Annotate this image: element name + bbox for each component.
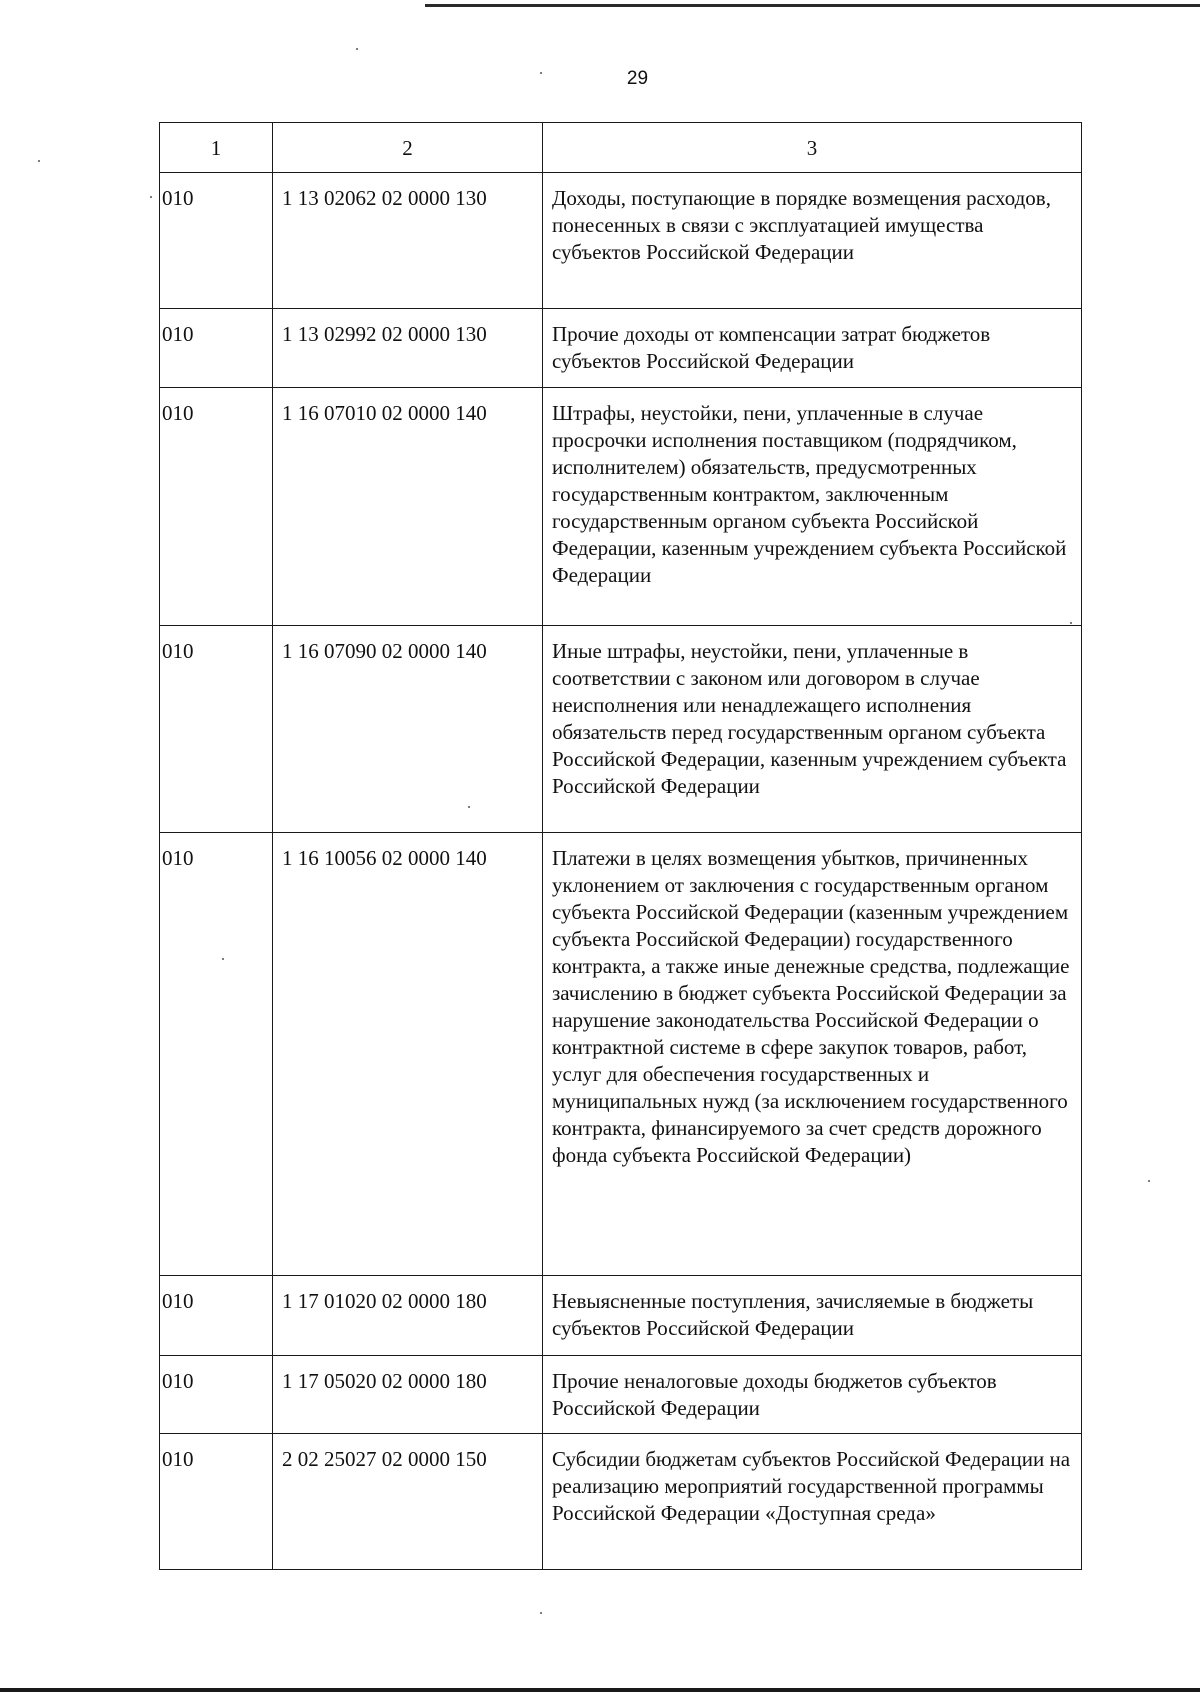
admin-code-cell: 010: [160, 833, 273, 1276]
budget-code-cell: 2 02 25027 02 0000 150: [273, 1434, 543, 1570]
admin-code-cell: 010: [160, 1276, 273, 1356]
table-row: [160, 309, 1082, 388]
table-row: [160, 833, 1082, 1276]
description-cell: Доходы, поступающие в порядке возмещения расходов, понесенных в связи с эксплуатацией имущества субъектов Российской Федерации: [543, 173, 1082, 309]
revenue-codes-table: [159, 122, 1082, 1570]
table-row: [160, 626, 1082, 833]
table-row: [160, 1434, 1082, 1570]
table-row: [160, 388, 1082, 626]
scan-speck: [540, 1612, 542, 1614]
scan-speck: [150, 196, 152, 198]
description-cell: Штрафы, неустойки, пени, уплаченные в случае просрочки исполнения поставщиком (подрядчиком, исполнителем) обязательств, предусмотренных государственным контрактом, заключенным государственным органом субъекта Российской Федерации, казенным учреждением субъекта Российской Федерации: [543, 388, 1082, 626]
admin-code-cell: 010: [160, 309, 273, 388]
column-header: 1: [160, 123, 273, 173]
budget-code-cell: 1 16 07010 02 0000 140: [273, 388, 543, 626]
budget-code-cell: 1 16 10056 02 0000 140: [273, 833, 543, 1276]
column-header: 2: [273, 123, 543, 173]
description-cell: Платежи в целях возмещения убытков, причиненных уклонением от заключения с государственным органом субъекта Российской Федерации (казенным учреждением субъекта Российской Федерации) государственного контракта, а также иные денежные средства, подлежащие зачислению в бюджет субъекта Российской Федерации за нарушение законодательства Российской Федерации о контрактной системе в сфере закупок товаров, работ, услуг для обеспечения государственных и муниципальных нужд (за исключением государственного контракта, финансируемого за счет средств дорожного фонда субъекта Российской Федерации): [543, 833, 1082, 1276]
table-row: [160, 1276, 1082, 1356]
admin-code-cell: 010: [160, 173, 273, 309]
description-cell: Невыясненные поступления, зачисляемые в бюджеты субъектов Российской Федерации: [543, 1276, 1082, 1356]
table-row: [160, 1356, 1082, 1434]
admin-code-cell: 010: [160, 1434, 273, 1570]
admin-code-cell: 010: [160, 388, 273, 626]
table-header-row: [160, 123, 1082, 173]
budget-code-cell: 1 16 07090 02 0000 140: [273, 626, 543, 833]
budget-code-cell: 1 17 01020 02 0000 180: [273, 1276, 543, 1356]
budget-code-cell: 1 17 05020 02 0000 180: [273, 1356, 543, 1434]
scan-speck: [1148, 1180, 1150, 1182]
description-cell: Прочие доходы от компенсации затрат бюджетов субъектов Российской Федерации: [543, 309, 1082, 388]
column-header: 3: [543, 123, 1082, 173]
scan-speck: [38, 160, 40, 162]
budget-code-cell: 1 13 02062 02 0000 130: [273, 173, 543, 309]
admin-code-cell: 010: [160, 626, 273, 833]
description-cell: Прочие неналоговые доходы бюджетов субъектов Российской Федерации: [543, 1356, 1082, 1434]
description-cell: Субсидии бюджетам субъектов Российской Федерации на реализацию мероприятий государственной программы Российской Федерации «Доступная среда»: [543, 1434, 1082, 1570]
admin-code-cell: 010: [160, 1356, 273, 1434]
scan-edge-bottom: [0, 1688, 1200, 1692]
page-number: 29: [626, 68, 649, 89]
table-row: [160, 173, 1082, 309]
description-cell: Иные штрафы, неустойки, пени, уплаченные в соответствии с законом или договором в случае неисполнения или ненадлежащего исполнения обязательств перед государственным органом субъекта Российской Федерации, казенным учреждением субъекта Российской Федерации: [543, 626, 1082, 833]
budget-code-cell: 1 13 02992 02 0000 130: [273, 309, 543, 388]
scan-edge-top: [425, 4, 1200, 7]
scan-speck: [356, 48, 358, 50]
